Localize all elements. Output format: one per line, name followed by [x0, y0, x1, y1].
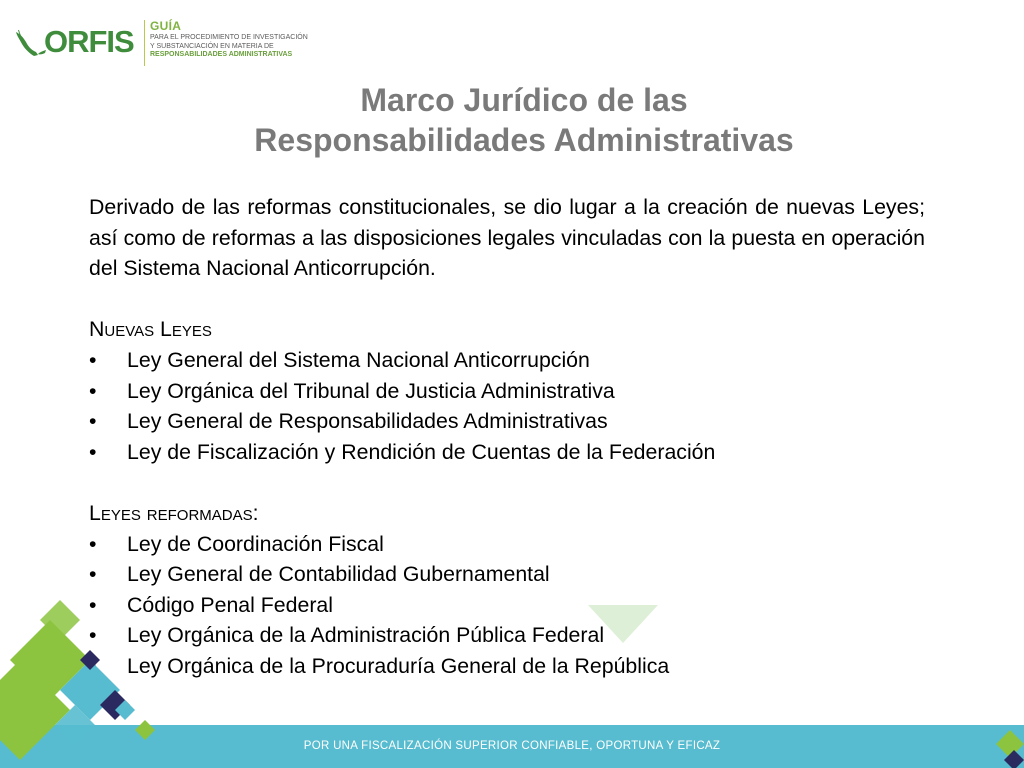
- intro-paragraph: Derivado de las reformas constitucionales, se dio lugar a la creación de nuevas Leyes; así como de reformas a las disposiciones legales vinculadas con la puesta en operación del Sistema Nacional Anticorrupción.: [89, 195, 925, 281]
- list-item: [89, 529, 925, 560]
- decorative-diamonds-right: [980, 728, 1024, 768]
- list-item: [89, 376, 925, 407]
- bullet-icon: •: [89, 409, 97, 434]
- list-item: [89, 651, 925, 682]
- list-item: [89, 345, 925, 376]
- reformed-laws-heading: Leyes reformadas:: [89, 500, 259, 525]
- bullet-icon: •: [89, 592, 97, 617]
- orfis-logo: ORFIS: [44, 24, 134, 59]
- decorative-diamonds: [0, 600, 170, 768]
- list-item: [89, 437, 925, 468]
- bullet-icon: •: [89, 531, 97, 556]
- guide-line-2: Y SUBSTANCIACIÓN EN MATERIA DE: [150, 43, 274, 50]
- guide-line-1: PARA EL PROCEDIMIENTO DE INVESTIGACIÓN: [150, 34, 308, 41]
- list-item-text: Ley General de Responsabilidades Administrativas: [127, 409, 608, 434]
- list-item-text: Ley General del Sistema Nacional Anticorrupción: [127, 347, 590, 372]
- header: [14, 14, 314, 70]
- footer-bar: POR UNA FISCALIZACIÓN SUPERIOR CONFIABLE, OPORTUNA Y EFICAZ: [0, 725, 1024, 768]
- guide-caption: [150, 20, 308, 58]
- list-item: [89, 559, 925, 590]
- guide-line-3: RESPONSABILIDADES ADMINISTRATIVAS: [150, 51, 293, 58]
- bullet-icon: •: [89, 347, 97, 372]
- guide-title: GUÍA: [150, 19, 182, 33]
- list-item: [89, 590, 925, 621]
- bullet-icon: •: [89, 439, 97, 464]
- list-item-text: Ley Orgánica de la Administración Pública Federal: [127, 623, 605, 648]
- bullet-icon: •: [89, 378, 97, 403]
- bullet-icon: •: [89, 562, 97, 587]
- list-item-text: Ley Orgánica de la Procuraduría General de la República: [127, 653, 670, 678]
- list-item-text: Ley de Fiscalización y Rendición de Cuentas de la Federación: [127, 439, 716, 464]
- list-item: [89, 406, 925, 437]
- page-title: [0, 80, 1024, 160]
- list-item-text: Código Penal Federal: [127, 592, 334, 617]
- list-item-text: Ley General de Contabilidad Gubernamental: [127, 562, 550, 587]
- reformed-laws-list: [89, 529, 925, 682]
- list-item-text: Ley de Coordinación Fiscal: [127, 531, 384, 556]
- main-content: [89, 192, 925, 682]
- bullet-icon: •: [89, 623, 97, 648]
- list-item-text: Ley Orgánica del Tribunal de Justicia Administrativa: [127, 378, 615, 403]
- logo-divider: [144, 20, 145, 66]
- new-laws-list: [89, 345, 925, 467]
- page-title-line-2: Responsabilidades Administrativas: [254, 122, 794, 158]
- list-item: [89, 620, 925, 651]
- new-laws-heading: Nuevas Leyes: [89, 317, 212, 342]
- page-title-line-1: Marco Jurídico de las: [360, 82, 688, 118]
